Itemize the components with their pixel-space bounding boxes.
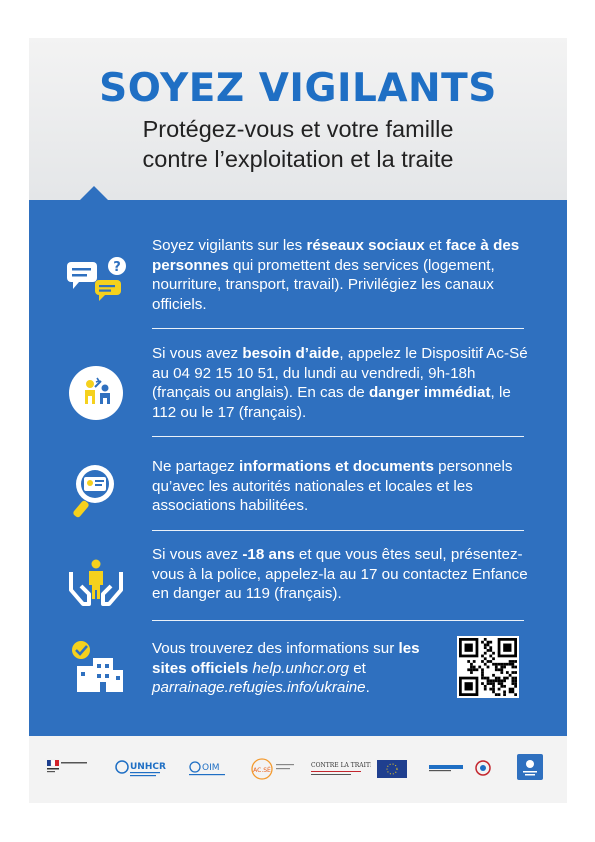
section-text-part: besoin d’aide: [242, 345, 340, 362]
oim-logo-text: OIM: [202, 763, 220, 773]
refugies-info-logo: [429, 758, 467, 780]
oim-logo: [189, 758, 233, 780]
section-text-part: danger immédiat: [368, 384, 491, 401]
section-text-part: personnels qu’avec les autorités nationales et locales et les associations habilitées.: [152, 458, 513, 514]
section-text-part: .: [365, 679, 370, 696]
contre-la-traite-logo: [311, 758, 371, 780]
section-text-part: informations et documents: [238, 458, 434, 475]
section-text-part: , le 112 ou le 17 (français).: [152, 384, 511, 421]
svg-text:?: ?: [113, 260, 121, 275]
section-text-part: et: [349, 659, 366, 677]
partner-logos: [29, 736, 567, 803]
section-5-text: [152, 639, 452, 698]
section-text-part: -18 ans: [242, 546, 295, 563]
partner-seal-logo: [471, 758, 501, 780]
section-text-part: réseaux sociaux: [306, 237, 425, 254]
subtitle: [29, 114, 567, 174]
subtitle-line-2: contre l’exploitation et la traite: [142, 146, 454, 172]
section-text-part: Ne partagez: [152, 458, 239, 475]
section-text-part: , appelez le Dispositif Ac-Sé au 04 92 15 10 51, du lundi au vendredi, 9h-18h (français ou anglais). En cas de: [152, 345, 528, 401]
unhcr-logo-text: UNHCR: [130, 762, 166, 772]
acse-logo: [251, 758, 299, 780]
section-1-text: [152, 236, 532, 314]
section-text-part: parrainage.refugies.info/ukraine: [152, 679, 366, 696]
separator: [152, 436, 524, 437]
section-text-part: help.unhcr.org: [252, 659, 349, 677]
subtitle-line-1: Protégez-vous et votre famille: [142, 116, 454, 142]
contre-la-traite-logo-text: CONTRE LA TRAITE: [311, 762, 371, 769]
french-republic-logo: [47, 758, 93, 780]
id-card-magnifier-icon: [65, 462, 127, 524]
section-2-text: [152, 344, 532, 422]
poster: [29, 38, 567, 803]
section-text-part: qui promettent des services (logement, nourriture, transport, travail). Privilégiez les canaux officiels.: [152, 256, 495, 313]
help-person-icon: [65, 362, 127, 424]
page-title: SOYEZ VIGILANTS: [99, 66, 497, 111]
section-text-part: Vous trouverez des informations sur: [152, 640, 399, 657]
section-text-part: les sites officiels: [152, 640, 420, 677]
section-text-part: et: [424, 237, 446, 254]
section-3-text: [152, 457, 532, 516]
section-text-part: Si vous avez: [152, 345, 243, 362]
unhcr-logo: [115, 758, 175, 780]
section-text-part: face à des personnes: [152, 237, 520, 274]
section-text-part: Soyez vigilants sur les: [152, 237, 307, 254]
header: [29, 38, 567, 200]
separator: [152, 328, 524, 329]
chat-bubbles-icon: [65, 246, 127, 308]
section-text-part: et que vous êtes seul, présentez-vous à la police, appelez-la au 17 ou contactez Enfance en danger au 119 (français).: [152, 546, 528, 602]
separator: [152, 620, 524, 621]
child-protection-hands-icon: [65, 552, 127, 614]
european-union-flag-logo: [377, 758, 411, 780]
acse-logo-text: AC.SÉ: [253, 767, 271, 774]
section-text-part: Si vous avez: [152, 546, 243, 563]
section-4-text: [152, 545, 532, 604]
separator: [152, 530, 524, 531]
official-building-check-icon: [65, 636, 127, 698]
qr-code-icon: [457, 636, 519, 698]
speech-notch: [79, 186, 109, 201]
partner-badge-logo: [517, 754, 545, 776]
